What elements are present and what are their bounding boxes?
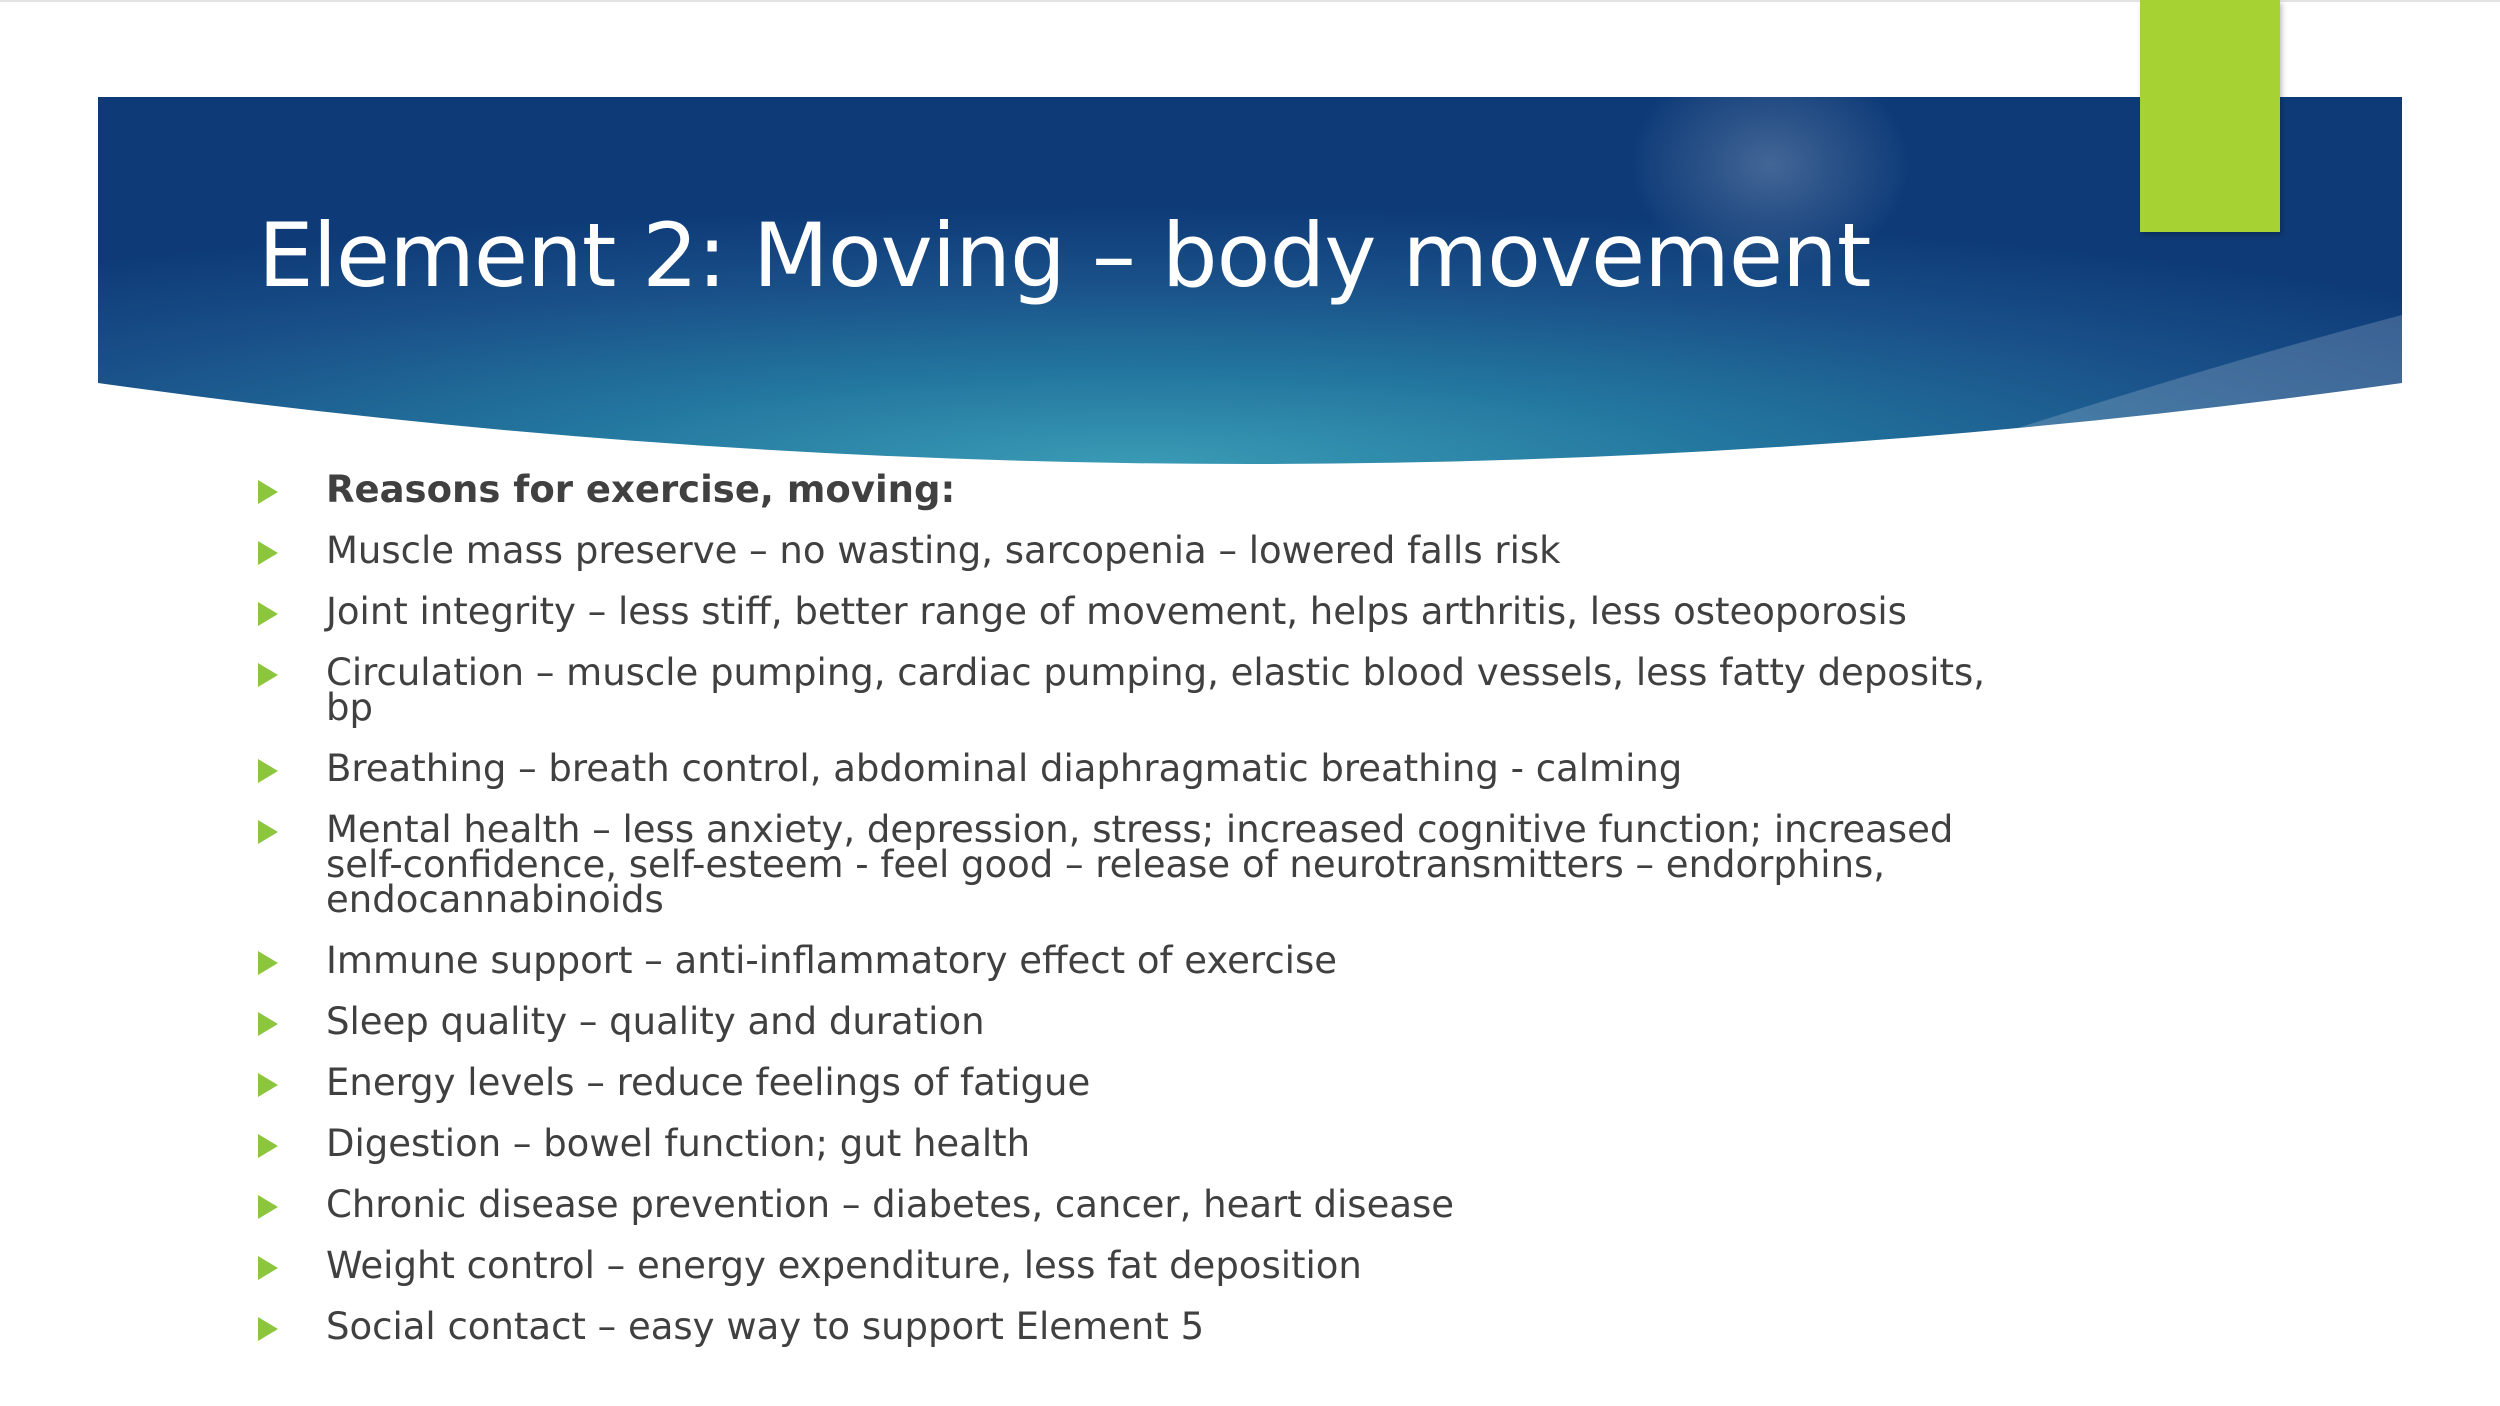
- bullet-text: Reasons for exercise, moving:: [326, 468, 956, 511]
- bullet-item: [258, 529, 2038, 572]
- accent-tab: [2140, 0, 2280, 232]
- bullet-item: [258, 651, 2038, 729]
- right-triangle-icon: [258, 480, 278, 504]
- bullet-text: Weight control – energy expenditure, less fat deposition: [326, 1244, 1362, 1287]
- right-triangle-icon: [258, 1256, 278, 1280]
- bullet-text: Muscle mass preserve – no wasting, sarcopenia – lowered falls risk: [326, 529, 1561, 572]
- right-triangle-icon: [258, 602, 278, 626]
- right-triangle-icon: [258, 1012, 278, 1036]
- bullet-item: [258, 939, 2038, 982]
- right-triangle-icon: [258, 1317, 278, 1341]
- right-triangle-icon: [258, 1073, 278, 1097]
- right-triangle-icon: [258, 820, 278, 844]
- bullet-text: Sleep quality – quality and duration: [326, 1000, 985, 1043]
- bullet-text: Circulation – muscle pumping, cardiac pumping, elastic blood vessels, less fatty deposits, bp: [326, 651, 1986, 729]
- slide-title: Element 2: Moving – body movement: [258, 204, 1871, 307]
- right-triangle-icon: [258, 951, 278, 975]
- right-triangle-icon: [258, 759, 278, 783]
- bullet-item: [258, 1061, 2038, 1104]
- right-triangle-icon: [258, 1195, 278, 1219]
- bullet-text: Energy levels – reduce feelings of fatigue: [326, 1061, 1091, 1104]
- bullet-text: Breathing – breath control, abdominal diaphragmatic breathing - calming: [326, 747, 1683, 790]
- right-triangle-icon: [258, 541, 278, 565]
- bullet-item: [258, 747, 2038, 790]
- bullet-list: [258, 468, 2038, 1370]
- bullet-text: Chronic disease prevention – diabetes, cancer, heart disease: [326, 1183, 1455, 1226]
- bullet-text: Digestion – bowel function; gut health: [326, 1122, 1031, 1165]
- bullet-item: [258, 1244, 2038, 1287]
- right-triangle-icon: [258, 1134, 278, 1158]
- bullet-item: [258, 1183, 2038, 1226]
- right-triangle-icon: [258, 663, 278, 687]
- bullet-item: [258, 1000, 2038, 1043]
- bullet-item: [258, 1122, 2038, 1165]
- bullet-item: [258, 468, 2038, 511]
- bullet-text: Social contact – easy way to support Element 5: [326, 1305, 1205, 1348]
- bullet-item: [258, 808, 2038, 921]
- bullet-text: Joint integrity – less stiff, better range of movement, helps arthritis, less osteoporosis: [326, 590, 1907, 633]
- bullet-text: Mental health – less anxiety, depression, stress; increased cognitive function; increased self-confidence, self-esteem - feel good – release of neurotransmitters – endorphins, endocannabinoids: [326, 808, 1954, 921]
- bullet-item: [258, 590, 2038, 633]
- bullet-text: Immune support – anti-inflammatory effect of exercise: [326, 939, 1337, 982]
- bullet-item: [258, 1305, 2038, 1348]
